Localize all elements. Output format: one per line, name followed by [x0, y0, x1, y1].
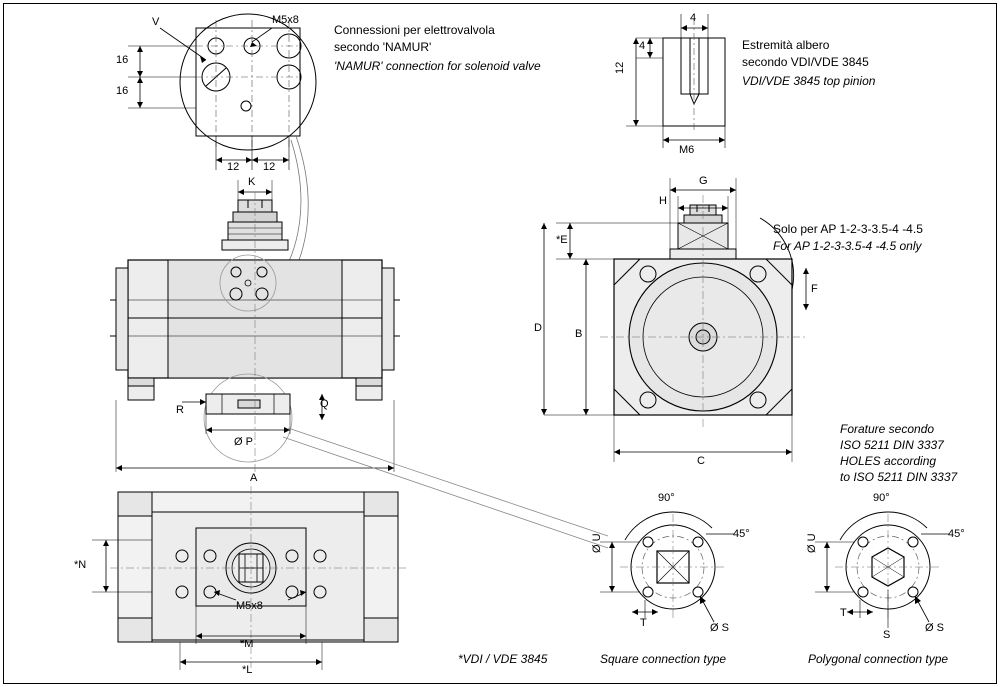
label-d: D	[534, 322, 542, 334]
label-v: V	[152, 16, 160, 28]
dim-shaft-m6: M6	[679, 144, 695, 156]
note-holes-it-1: Forature secondo	[840, 422, 935, 436]
dim-12-right: 12	[263, 161, 276, 173]
note-namur-it-2: secondo 'NAMUR'	[334, 40, 432, 54]
label-l: *L	[242, 664, 253, 676]
poly-angle-45: 45°	[948, 528, 965, 540]
label-m5x8-bottom: M5x8	[236, 600, 263, 612]
label-diam-p: Ø P	[234, 436, 253, 448]
dim-16-upper: 16	[116, 54, 129, 66]
note-shaft-it-2: secondo VDI/VDE 3845	[742, 55, 869, 69]
square-label-u: Ø U	[591, 533, 603, 553]
caption-vdi: *VDI / VDE 3845	[458, 652, 548, 666]
poly-label-s-bottom: S	[883, 629, 891, 641]
poly-label-u: Ø U	[806, 533, 818, 553]
label-g: G	[699, 175, 708, 187]
label-k: K	[248, 176, 256, 188]
label-a: A	[250, 472, 258, 484]
note-namur-it-1: Connessioni per elettrovalvola	[334, 23, 495, 37]
note-ap-en-1: For AP 1-2-3-3.5-4 -4.5 only	[773, 239, 922, 253]
square-label-s: Ø S	[710, 622, 729, 634]
label-f: F	[811, 283, 818, 295]
note-holes-en-1: HOLES according	[840, 454, 937, 468]
caption-square: Square connection type	[600, 652, 727, 666]
dim-shaft-side-4: 4	[639, 40, 646, 52]
note-namur-en-1: 'NAMUR' connection for solenoid valve	[334, 59, 541, 73]
dim-12-left: 12	[227, 161, 240, 173]
poly-label-t: T	[840, 607, 847, 619]
note-shaft-en-1: VDI/VDE 3845 top pinion	[742, 74, 876, 88]
dim-shaft-top-4: 4	[690, 12, 697, 24]
label-h: H	[659, 195, 667, 207]
poly-label-s: Ø S	[925, 622, 944, 634]
dim-16-lower: 16	[116, 85, 129, 97]
label-m: *M	[240, 638, 254, 650]
label-c: C	[697, 455, 705, 467]
dim-shaft-side-12: 12	[614, 61, 626, 74]
note-holes-en-2: to ISO 5211 DIN 3337	[840, 470, 958, 484]
square-label-t: T	[640, 617, 647, 629]
label-q: Q	[320, 398, 329, 410]
label-n: *N	[74, 559, 87, 571]
label-e: *E	[556, 234, 568, 246]
square-angle-90: 90°	[658, 492, 675, 504]
label-r: R	[176, 404, 184, 416]
poly-angle-90: 90°	[873, 492, 890, 504]
label-m5x8-namur: M5x8	[272, 14, 299, 26]
caption-polygonal: Polygonal connection type	[808, 652, 949, 666]
note-ap-it-1: Solo per AP 1-2-3-3.5-4 -4.5	[773, 222, 923, 236]
note-shaft-it-1: Estremità albero	[742, 38, 830, 52]
note-holes-it-2: ISO 5211 DIN 3337	[840, 438, 944, 452]
label-b: B	[575, 328, 583, 340]
square-angle-45: 45°	[733, 528, 750, 540]
